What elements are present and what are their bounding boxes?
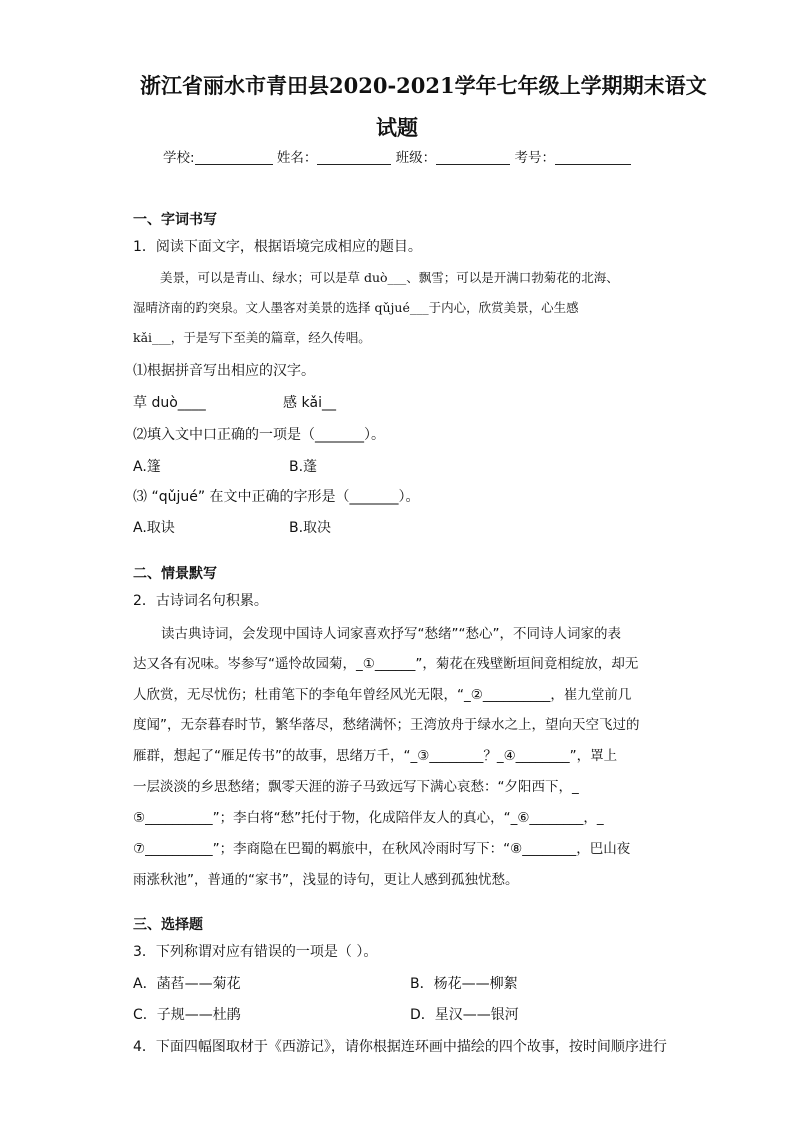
name-field[interactable] (317, 149, 391, 165)
section-heading-3: 三、选择题 (133, 917, 203, 933)
question-4-stem: 4．下面四幅图取材于《西游记》，请你根据连环画中描绘的四个故事，按时间顺序进行 (133, 1039, 667, 1055)
question-2-stem: 2．古诗词名句积累。 (133, 593, 268, 609)
page-title-line2: 试题 (376, 115, 418, 140)
sub-question-2-option-a[interactable]: A.篷 (133, 459, 161, 475)
poem-passage-line: 度闻”，无奈暮春时节，繁华落尽，愁绪满怀；王湾放舟于绿水之上，望向天空飞过的 (133, 717, 640, 733)
sub-question-1-blank-a[interactable]: 草 duò____ (133, 395, 206, 411)
sub-question-2: ⑵填入文中口正确的一项是（_______）。 (133, 427, 385, 443)
page-title: 浙江省丽水市青田县2020-2021学年七年级上学期期末语文 (140, 73, 707, 98)
name-label: 姓名： (276, 150, 318, 166)
poem-passage-line: ⑦__________”；李商隐在巴蜀的羁旅中，在秋风冷雨时写下：“⑧________，巴山夜 (133, 841, 631, 857)
poem-passage-line: 一层淡淡的乡思愁绪；飘零天涯的游子马致远写下满心哀愁：“夕阳西下，_ (133, 779, 579, 795)
sub-question-3-option-b[interactable]: B.取决 (289, 520, 332, 536)
question-3-stem: 3．下列称谓对应有错误的一项是（ ）。 (133, 944, 378, 960)
exam-no-label: 考号： (514, 150, 555, 166)
student-info-line (163, 146, 631, 166)
question-1-stem: 1．阅读下面文字，根据语境完成相应的题目。 (133, 239, 422, 255)
sub-question-1-blank-b[interactable]: 感 kǎi__ (283, 395, 337, 411)
passage-line-2: 湿晴济南的趵突泉。文人墨客对美景的选择 qǔjué___于内心，欣赏美景，心生感 (133, 300, 579, 315)
question-3-option-b[interactable]: B．杨花——柳絮 (410, 976, 518, 992)
sub-question-3-option-a[interactable]: A.取诀 (133, 520, 175, 536)
class-label: 班级： (395, 150, 437, 166)
poem-passage-line: ⑤__________”；李白将“愁”托付于物，化成陪伴友人的真心，“_⑥________，_ (133, 810, 604, 826)
question-3-option-d[interactable]: D．星汉——银河 (410, 1007, 519, 1023)
school-label: 学校: (163, 150, 195, 166)
poem-passage-line: 人欣赏，无尽忧伤；杜甫笔下的李龟年曾经风光无限，“_②__________，崔九堂前几 (133, 687, 632, 703)
poem-passage-line: 达又各有况味。岑参写“遥怜故园菊，_①______”，菊花在残壁断垣间竟相绽放，却无 (133, 656, 639, 672)
passage-line-1: 美景，可以是青山、绿水；可以是草 duò___、飘雪；可以是开满口勃菊花的北海、 (160, 270, 619, 285)
class-field[interactable] (436, 149, 510, 165)
sub-question-2-option-b[interactable]: B.蓬 (289, 459, 318, 475)
question-3-option-c[interactable]: C．子规——杜鹃 (133, 1007, 241, 1023)
poem-passage-line: 雨涨秋池”，普通的“家书”，浅显的诗句，更让人感到孤独忧愁。 (133, 872, 519, 888)
poem-passage-line: 读古典诗词，会发现中国诗人词家喜欢抒写“愁绪”“愁心”，不同诗人词家的表 (161, 626, 621, 642)
exam-no-field[interactable] (555, 149, 631, 165)
section-heading-1: 一、字词书写 (133, 212, 217, 228)
school-field[interactable] (195, 149, 273, 165)
passage-line-3: kǎi___，于是写下至美的篇章，经久传唱。 (133, 330, 371, 345)
sub-question-3: ⑶ “qǔjué” 在文中正确的字形是（_______）。 (133, 489, 420, 505)
poem-passage-line: 雁群，想起了“雁足传书”的故事，思绪万千，“_③________？_④________”，罩上 (133, 748, 618, 764)
section-heading-2: 二、情景默写 (133, 566, 217, 582)
question-3-option-a[interactable]: A．菡萏——菊花 (133, 976, 241, 992)
sub-question-1: ⑴根据拼音写出相应的汉字。 (133, 363, 315, 379)
